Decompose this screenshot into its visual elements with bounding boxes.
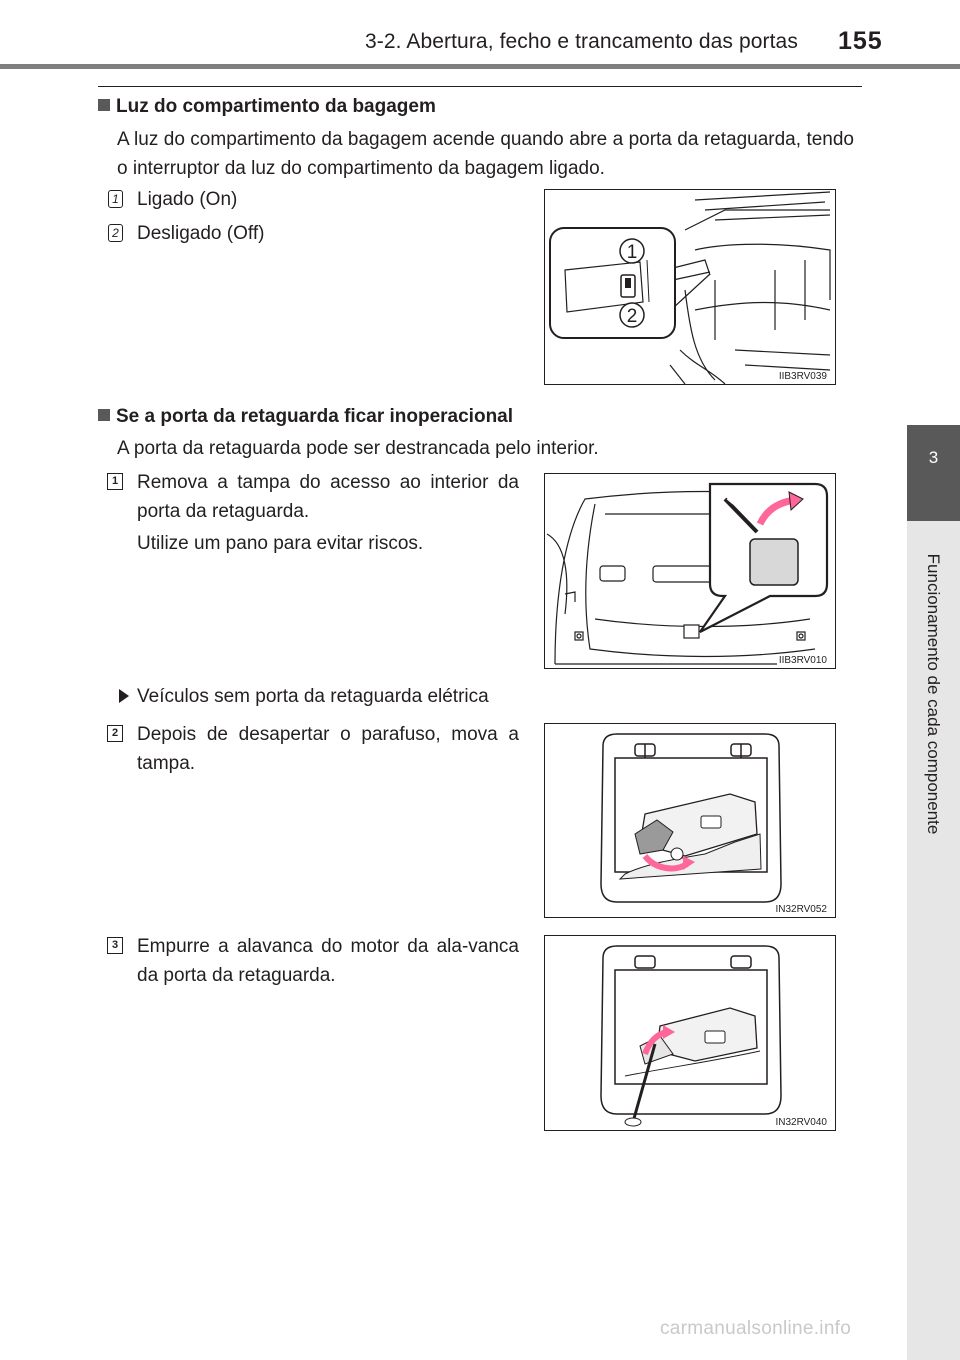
callout-label: 2 [626, 306, 638, 327]
step-marker: 2 [107, 725, 123, 742]
vehicle-condition-subheading: Veículos sem porta da retaguarda elétrica [137, 686, 489, 707]
running-header-title: 3-2. Abertura, fecho e trancamento das portas [365, 30, 798, 53]
step-marker: 3 [107, 937, 123, 954]
section-heading-inoperative-door [98, 406, 513, 428]
item-label-on: Ligado (On) [137, 189, 238, 210]
section-heading-text: Se a porta da retaguarda ficar inoperacional [116, 406, 514, 427]
figure-move-cover [544, 723, 836, 918]
chapter-tab [907, 425, 960, 521]
figure-push-lever [544, 935, 836, 1131]
section-heading-text: Luz do compartimento da bagagem [116, 96, 436, 117]
figure-code: IN32RV040 [775, 1117, 827, 1128]
footer-watermark: carmanualsonline.info [660, 1318, 852, 1339]
item-marker: 2 [108, 224, 123, 242]
figure-remove-cover [544, 473, 836, 669]
chapter-number: 3 [928, 448, 939, 467]
item-marker: 1 [108, 190, 123, 208]
lever-release-illustration [545, 936, 835, 1130]
callout-label: 1 [626, 242, 638, 263]
lock-mechanism-illustration [545, 724, 835, 917]
section-heading-luggage-light [98, 96, 436, 118]
step-text: Depois de desapertar o parafuso, mova a tampa. [137, 724, 519, 774]
figure-code: IIB3RV010 [778, 655, 827, 666]
triangle-bullet-icon [119, 689, 129, 703]
step-text: Empurre a alavanca do motor da ala-vanca da porta da retaguarda. [137, 936, 519, 986]
tailgate-interior-illustration [545, 474, 835, 668]
luggage-compartment-illustration [545, 190, 835, 384]
step-text: Remova a tampa do acesso ao interior da porta da retaguarda. [137, 472, 519, 522]
square-bullet-icon [98, 99, 110, 111]
header-rule [0, 64, 960, 69]
square-bullet-icon [98, 409, 110, 421]
page-number: 155 [838, 27, 883, 55]
section-paragraph: A porta da retaguarda pode ser destrancada pelo interior. [117, 438, 599, 459]
figure-code: IIB3RV039 [778, 371, 827, 382]
content-top-rule [98, 86, 862, 87]
step-marker: 1 [107, 473, 123, 490]
step-note: Utilize um pano para evitar riscos. [137, 533, 424, 554]
figure-code: IN32RV052 [775, 904, 827, 915]
item-label-off: Desligado (Off) [137, 223, 265, 244]
section-paragraph: A luz do compartimento da bagagem acende quando abre a porta da retaguarda, tendo o interruptor da luz do compartimento da bagagem ligado. [117, 129, 854, 179]
figure-luggage-light-switch [544, 189, 836, 385]
chapter-title: Funcionamento de cada componente [924, 553, 943, 835]
